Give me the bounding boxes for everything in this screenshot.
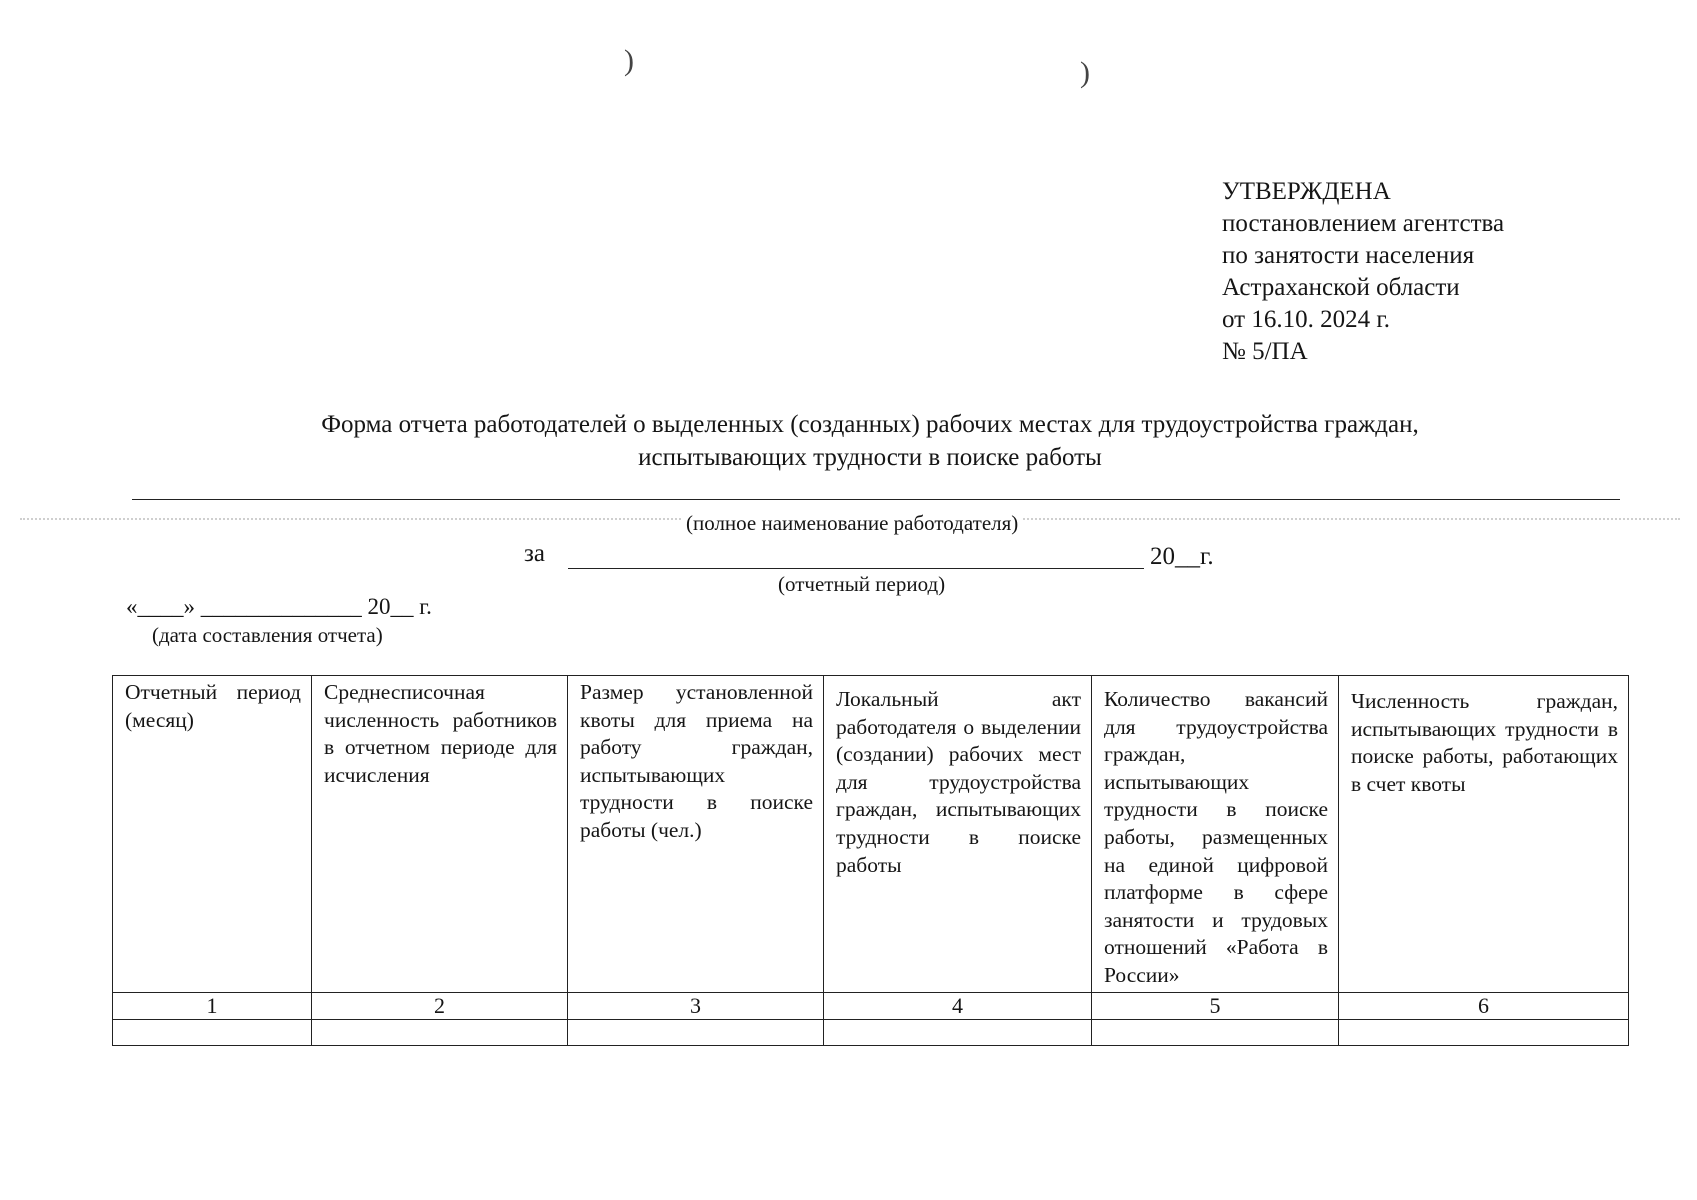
period-prefix: за: [524, 540, 545, 567]
table-data-row: [113, 1019, 1629, 1045]
approval-number: № 5/ПА: [1222, 338, 1308, 365]
table-cell: [113, 1019, 312, 1045]
column-number: 2: [312, 992, 568, 1019]
report-date: «____» ______________ 20__ г.: [126, 594, 432, 619]
form-title: [120, 408, 1620, 474]
table-cell: [1092, 1019, 1339, 1045]
approval-stamp: [1222, 176, 1504, 368]
table-cell: [824, 1019, 1092, 1045]
period-year: 20__г.: [1150, 543, 1214, 570]
column-number: 3: [568, 992, 824, 1019]
table-header-cell: Среднесписочная численность работников в отчетном периоде для исчисления: [312, 676, 568, 993]
column-number: 5: [1092, 992, 1339, 1019]
approval-line: Астраханской области: [1222, 274, 1460, 301]
table-cell: [312, 1019, 568, 1045]
approval-line: постановлением агентства: [1222, 210, 1505, 237]
scan-mark: ): [1080, 56, 1090, 89]
table-header-cell: Размер установленной квоты для приема на работу граждан, испытывающих трудности в поиске работы (чел.): [568, 676, 824, 993]
approval-date: от 16.10. 2024 г.: [1222, 306, 1391, 333]
employer-name-line: [132, 499, 1620, 500]
column-number: 1: [113, 992, 312, 1019]
table-header-cell: Отчетный период (месяц): [113, 676, 312, 993]
approval-heading: УТВЕРЖДЕНА: [1222, 178, 1391, 205]
table-number-row: [113, 992, 1629, 1019]
report-table: [112, 675, 1629, 1046]
table-header-row: [113, 676, 1629, 993]
scan-mark: ): [624, 44, 634, 77]
report-date-caption: (дата составления отчета): [152, 623, 383, 647]
table-cell: [1339, 1019, 1629, 1045]
report-table-container: [112, 675, 1628, 1018]
form-title-line: Форма отчета работодателей о выделенных (созданных) рабочих местах для трудоустройства граждан,: [321, 411, 1419, 438]
table-header-cell: Численность граждан, испытывающих трудности в поиске работы, работающих в счет квоты: [1339, 676, 1629, 993]
column-number: 6: [1339, 992, 1629, 1019]
table-header-cell: Локальный акт работодателя о выделении (создании) рабочих мест для трудоустройства граждан, испытывающих трудности в поиске работы: [824, 676, 1092, 993]
employer-caption: (полное наименование работодателя): [682, 511, 1022, 536]
column-number: 4: [824, 992, 1092, 1019]
approval-line: по занятости населения: [1222, 242, 1475, 269]
table-cell: [568, 1019, 824, 1045]
period-caption: (отчетный период): [778, 572, 946, 596]
table-header-cell: Количество вакансий для трудоустройства граждан, испытывающих трудности в поиске работы, размещенных на единой цифровой платформе в сфере занятости и трудовых отношений «Работа в России»: [1092, 676, 1339, 993]
form-title-line: испытывающих трудности в поиске работы: [638, 444, 1102, 471]
period-line: [568, 568, 1144, 569]
